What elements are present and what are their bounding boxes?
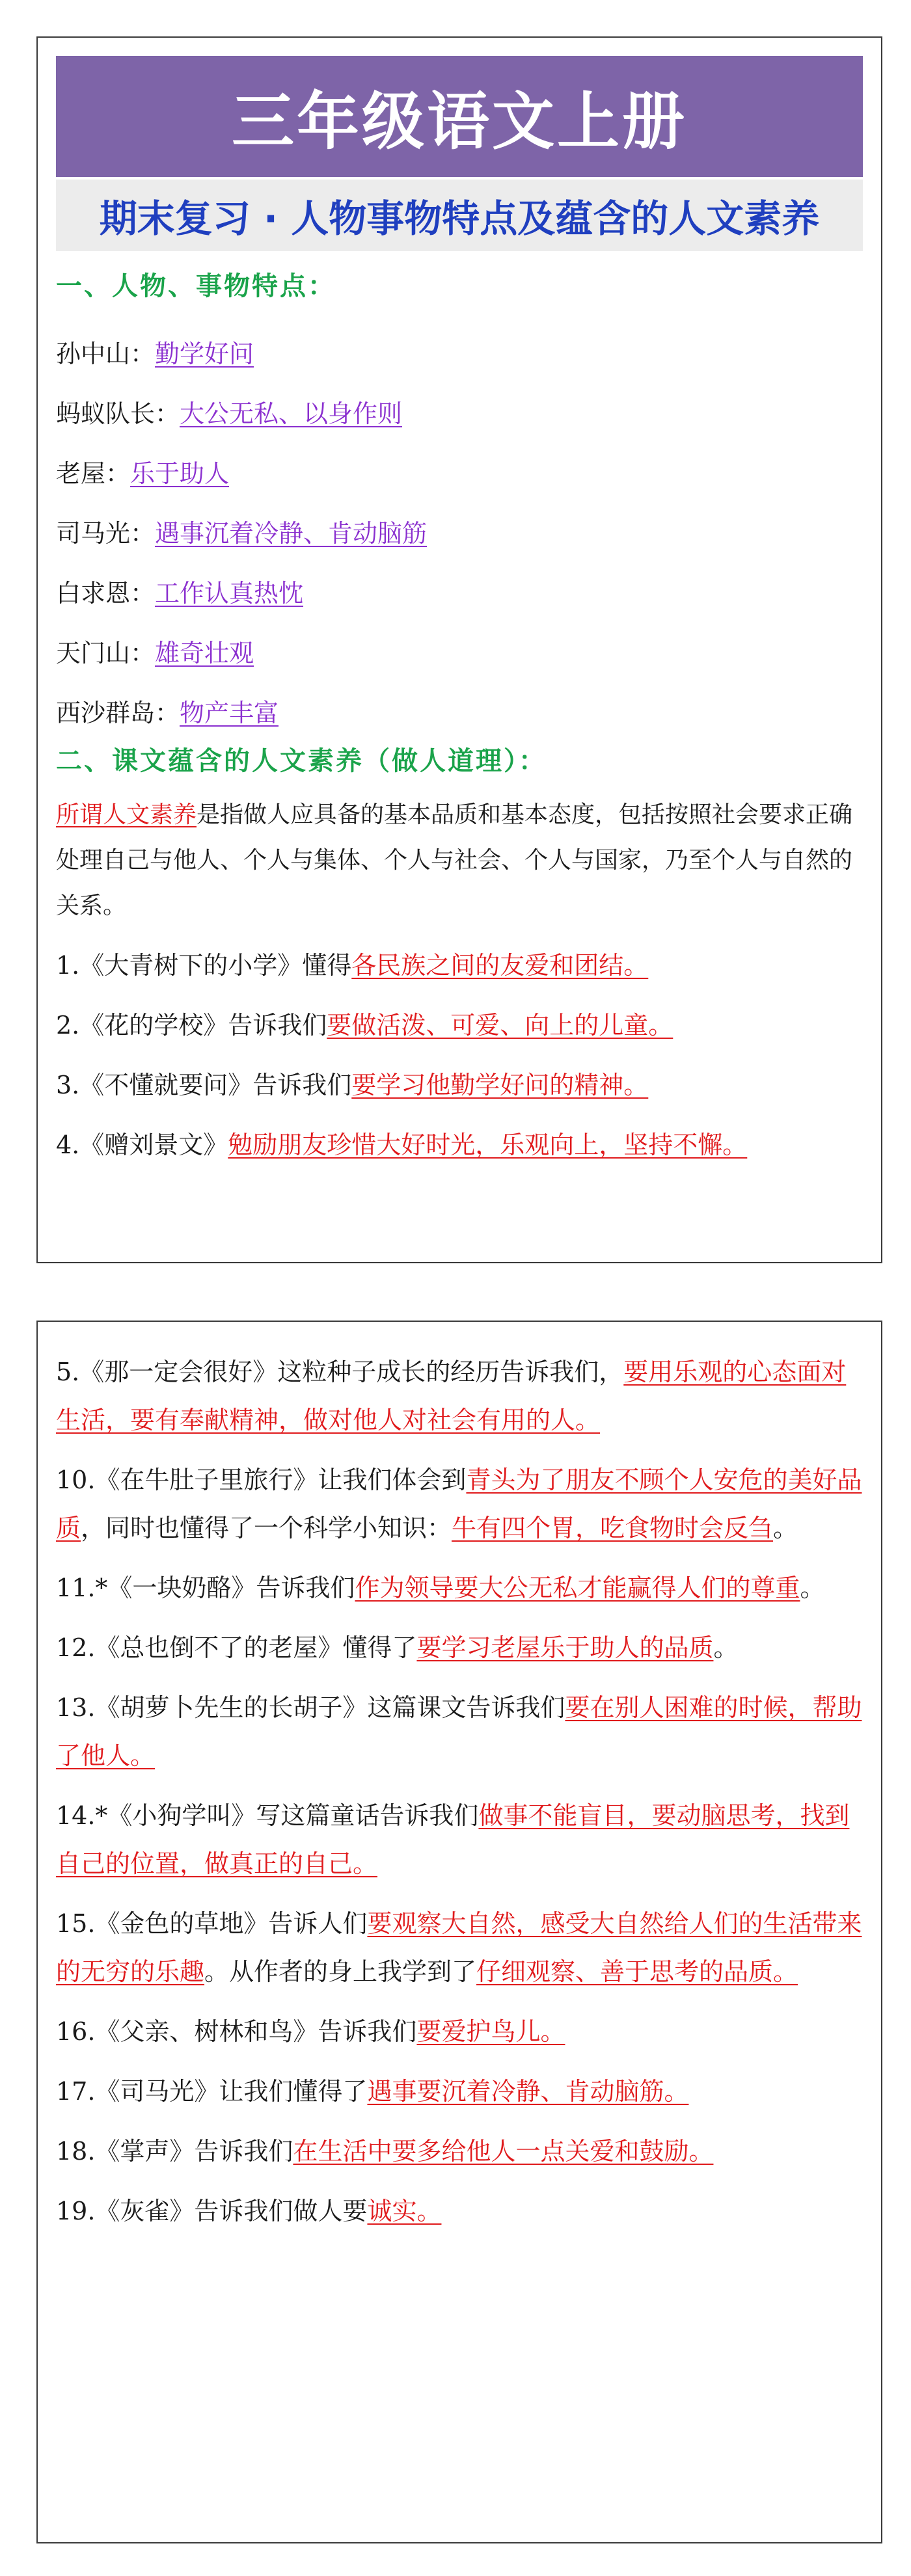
lesson-prefix: 18.《掌声》告诉我们 — [56, 2137, 293, 2166]
lesson-prefix: 11.*《一块奶酪》告诉我们 — [56, 1574, 355, 1602]
lesson-prefix: 16.《父亲、树林和鸟》告诉我们 — [56, 2017, 417, 2046]
lesson-prefix: 1.《大青树下的小学》懂得 — [56, 951, 352, 980]
lesson-suffix: 。 — [800, 1574, 825, 1602]
lesson-suffix: 。 — [773, 1514, 798, 1542]
trait-name: 天门山： — [56, 639, 156, 667]
trait-value: 勤学好问 — [155, 340, 254, 368]
lesson-answer: 勉励朋友珍惜大好时光，乐观向上，坚持不懈。 — [228, 1131, 748, 1159]
lesson-answer: 要做活泼、可爱、向上的儿童。 — [327, 1011, 673, 1040]
lesson-item — [56, 1564, 863, 1612]
trait-item — [56, 444, 863, 503]
lesson-prefix: 13.《胡萝卜先生的长胡子》这篇课文告诉我们 — [56, 1693, 565, 1722]
lesson-answer: 要用乐观的心态面对生活，要有奉献精神，做对他人对社会有用的人。 — [56, 1358, 847, 1434]
trait-value: 物产丰富 — [180, 699, 279, 727]
lesson-item — [56, 2127, 863, 2175]
lesson-middle: 。从作者的身上我学到了 — [204, 1957, 477, 1986]
worksheet-page-1 — [36, 36, 882, 1263]
lesson-answer-secondary: 牛有四个胃，吃食物时会反刍 — [452, 1514, 774, 1542]
lesson-answer: 做事不能盲目，要动脑思考，找到自己的位置，做真正的自己。 — [56, 1801, 850, 1878]
lesson-answer: 要在别人困难的时候，帮助了他人。 — [56, 1693, 862, 1770]
lesson-item — [56, 935, 863, 995]
lesson-item — [56, 2067, 863, 2115]
lesson-answer-secondary: 仔细观察、善于思考的品质。 — [476, 1957, 798, 1986]
trait-value: 工作认真热忱 — [155, 579, 304, 608]
trait-item — [56, 683, 863, 743]
trait-value: 雄奇壮观 — [155, 639, 254, 667]
lesson-answer: 遇事要沉着冷静、肯动脑筋。 — [367, 2077, 689, 2106]
trait-name: 孙中山： — [56, 340, 156, 368]
lesson-item — [56, 1456, 863, 1552]
lesson-answer: 要学习老屋乐于助人的品质 — [416, 1633, 714, 1662]
lesson-item — [56, 1899, 863, 1996]
lesson-prefix: 12.《总也倒不了的老屋》懂得了 — [56, 1633, 417, 1662]
trait-value: 遇事沉着冷静、肯动脑筋 — [155, 519, 428, 548]
trait-item — [56, 324, 863, 384]
humanities-definition — [56, 792, 863, 929]
lesson-item — [56, 1348, 863, 1444]
lesson-item — [56, 2007, 863, 2056]
lesson-item — [56, 1684, 863, 1780]
lesson-item — [56, 995, 863, 1055]
lesson-item — [56, 2187, 863, 2235]
lesson-list-page-2 — [56, 1348, 863, 2247]
page-subtitle: 期末复习 · 人物事物特点及蕴含的人文素养 — [56, 180, 863, 251]
page-title: 三年级语文上册 — [56, 56, 863, 177]
lesson-answer: 在生活中要多给他人一点关爱和鼓励。 — [293, 2137, 714, 2166]
trait-name: 西沙群岛： — [56, 699, 180, 727]
lesson-prefix: 17.《司马光》让我们懂得了 — [56, 2077, 368, 2106]
lesson-item — [56, 1115, 863, 1175]
lesson-item — [56, 1624, 863, 1672]
lesson-prefix: 15.《金色的草地》告诉人们 — [56, 1909, 368, 1938]
lesson-prefix: 10.《在牛肚子里旅行》让我们体会到 — [56, 1466, 467, 1494]
trait-item — [56, 623, 863, 683]
lesson-answer: 要学习他勤学好问的精神。 — [351, 1071, 649, 1099]
lesson-prefix: 19.《灰雀》告诉我们做人要 — [56, 2197, 368, 2225]
lesson-answer: 作为领导要大公无私才能赢得人们的尊重 — [355, 1574, 800, 1602]
lesson-prefix: 2.《花的学校》告诉我们 — [56, 1011, 327, 1040]
trait-name: 老屋： — [56, 459, 131, 488]
trait-name: 蚂蚁队长： — [56, 399, 180, 428]
lesson-item — [56, 1055, 863, 1115]
lesson-prefix: 3.《不懂就要问》告诉我们 — [56, 1071, 352, 1099]
lesson-middle: ，同时也懂得了一个科学小知识： — [81, 1514, 452, 1542]
lesson-list-page-1 — [56, 935, 863, 1175]
trait-name: 司马光： — [56, 519, 156, 548]
trait-item — [56, 503, 863, 563]
lesson-prefix: 4.《赠刘景文》 — [56, 1131, 228, 1159]
lesson-suffix: 。 — [713, 1633, 739, 1662]
worksheet-page-2 — [36, 1321, 882, 2543]
lesson-answer: 要爱护鸟儿。 — [416, 2017, 565, 2046]
trait-name: 白求恩： — [56, 579, 156, 608]
lesson-answer: 要观察大自然，感受大自然给人们的生活带来的无穷的乐趣 — [56, 1909, 862, 1986]
trait-item — [56, 384, 863, 444]
lesson-prefix: 14.*《小狗学叫》写这篇童话告诉我们 — [56, 1801, 479, 1830]
lesson-prefix: 5.《那一定会很好》这粒种子成长的经历告诉我们， — [56, 1358, 624, 1386]
trait-value: 大公无私、以身作则 — [180, 399, 403, 428]
definition-term: 所谓人文素养 — [56, 801, 197, 828]
section-heading-humanities: 二、课文蕴含的人文素养（做人道理）： — [56, 746, 547, 776]
lesson-answer: 诚实。 — [367, 2197, 442, 2225]
trait-value: 乐于助人 — [130, 459, 230, 488]
lesson-item — [56, 1791, 863, 1888]
definition-text: 是指做人应具备的基本品质和基本态度，包括按照社会要求正确处理自己与他人、个人与集体、个人与社会、个人与国家，乃至个人与自然的关系。 — [56, 801, 853, 919]
lesson-answer: 青头为了朋友不顾个人安危的美好品质 — [56, 1466, 862, 1542]
section-heading-traits: 一、人物、事物特点： — [56, 271, 336, 301]
trait-list — [56, 324, 863, 743]
trait-item — [56, 563, 863, 623]
lesson-answer: 各民族之间的友爱和团结。 — [351, 951, 649, 980]
